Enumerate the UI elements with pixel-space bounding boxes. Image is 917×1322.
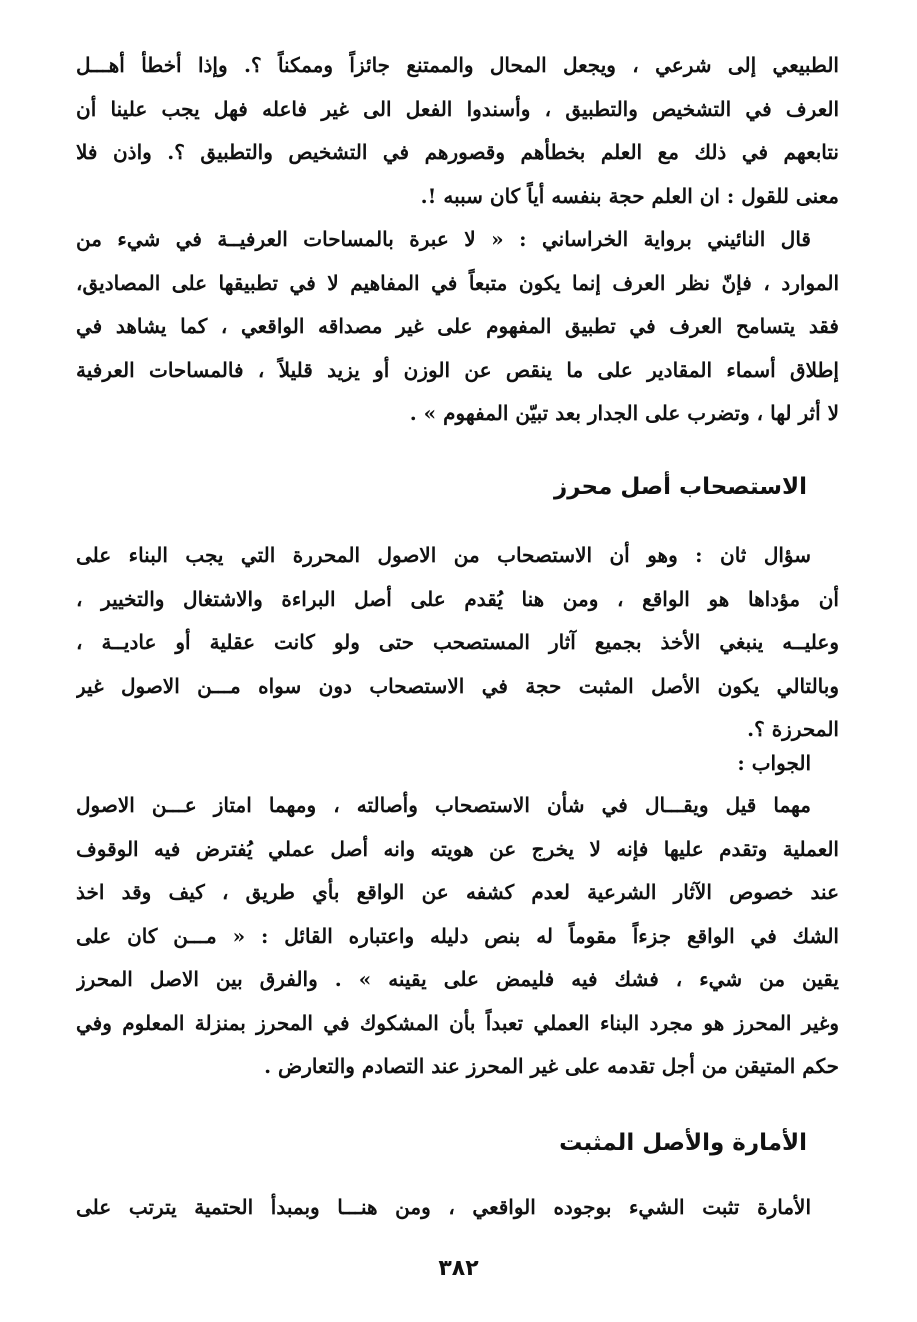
final-paragraph — [76, 1186, 839, 1230]
question-paragraph — [76, 534, 839, 752]
text-line: فقد يتسامح العرف في تطبيق المفهوم على غير مصداقه الواقعي ، كما يشاهد في — [76, 314, 839, 338]
text-line: سؤال ثان : وهو أن الاستصحاب من الاصول المحررة التي يجب البناء على — [76, 543, 811, 567]
text-line: معنى للقول : ان العلم حجة بنفسه أياً كان سببه !. — [420, 183, 839, 208]
answer-paragraph — [76, 784, 839, 1089]
text-line: المحرزة ؟. — [747, 717, 839, 741]
section-heading: الاستصحاب أصل محرز — [553, 474, 807, 500]
text-line: الموارد ، فإنّ نظر العرف إنما يكون متبعاً في المفاهيم لا في تطبيقها على المصاديق، — [76, 270, 839, 295]
text-line: وعليــه ينبغي الأخذ بجميع آثار المستصحب حتى ولو كانت عقلية أو عاديــة ، — [76, 630, 839, 654]
text-line: وغير المحرز هو مجرد البناء العملي تعبداً بأن المشكوك في المحرز بمنزلة المعلوم وفي — [76, 1010, 839, 1035]
intro-paragraph — [76, 44, 839, 218]
text-line: وبالتالي يكون الأصل المثبت حجة في الاستصحاب دون سواه مـــن الاصول غير — [76, 673, 839, 698]
text-line: مهما قيل ويقـــال في شأن الاستصحاب وأصالته ، ومهما امتاز عـــن الاصول — [76, 793, 811, 817]
text-line: الطبيعي إلى شرعي ، ويجعل المحال والممتنع جائزاً وممكناً ؟. وإذا أخطأ أهـــل — [76, 53, 839, 77]
section-heading: الأمارة والأصل المثبت — [559, 1130, 807, 1156]
text-line: الأمارة تثبت الشيء بوجوده الواقعي ، ومن هنـــا وبمبدأ الحتمية يترتب على — [76, 1195, 811, 1219]
text-line: العملية وتقدم عليها فإنه لا يخرج عن هويته وانه أصل عملي يُفترض فيه الوقوف — [76, 836, 839, 861]
text-line: الجواب : — [737, 751, 811, 775]
text-line: العرف في التشخيص والتطبيق ، وأسندوا الفعل الى غير فاعله فهل يجب علينا أن — [76, 96, 839, 121]
text-line: إطلاق أسماء المقادير على ما ينقص عن الوزن أو يزيد قليلاً ، فالمساحات العرفية — [76, 357, 839, 382]
text-line: عند خصوص الآثار الشرعية لعدم كشفه عن الواقع بأي طريق ، كيف وقد اخذ — [76, 880, 839, 904]
quote-paragraph — [76, 218, 839, 436]
text-line: أن مؤداها هو الواقع ، ومن هنا يُقدم على أصل البراءة والاشتغال والتخيير ، — [76, 586, 839, 611]
answer-label — [76, 742, 839, 786]
text-line: يقين من شيء ، فشك فيه فليمض على يقينه » . والفرق بين الاصل المحرز — [76, 967, 839, 991]
page-number: ٣٨٢ — [438, 1256, 479, 1281]
text-line: نتابعهم في ذلك مع العلم بخطأهم وقصورهم في التشخيص والتطبيق ؟. واذن فلا — [76, 140, 839, 164]
text-line: حكم المتيقن من أجل تقدمه على غير المحرز عند التصادم والتعارض . — [264, 1054, 839, 1078]
text-line: الشك في الواقع جزءاً مقوماً له بنص دليله واعتباره القائل : « مـــن كان على — [76, 923, 839, 948]
text-line: لا أثر لها ، وتضرب على الجدار بعد تبيّن المفهوم » . — [409, 401, 839, 425]
text-line: قال النائيني برواية الخراساني : « لا عبرة بالمساحات العرفيــة في شيء من — [76, 227, 811, 251]
